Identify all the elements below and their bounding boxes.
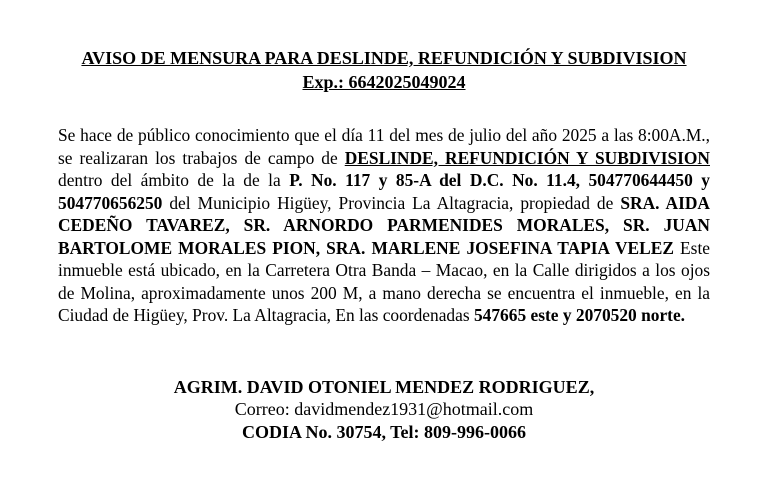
body-parcels: P. No. 117 y 85-A del D.C. No. 11.4, 504770644450 y 504770656250 bbox=[58, 170, 710, 213]
notice-title: AVISO DE MENSURA PARA DESLINDE, REFUNDICIÓN Y SUBDIVISION bbox=[81, 48, 687, 68]
expediente-number: Exp.: 6642025049024 bbox=[302, 72, 466, 92]
body-coordinates: 547665 este y 2070520 norte. bbox=[473, 305, 686, 325]
surveyor-email: Correo: davidmendez1931@hotmail.com bbox=[234, 399, 534, 419]
body-text-intro: Se hace de público conocimiento que el día 11 del mes de julio del año 2025 a las 8:00A.M., se realizaran los trabajos de campo de bbox=[58, 125, 710, 168]
body-works-type: DESLINDE, REFUNDICIÓN Y SUBDIVISION bbox=[344, 147, 710, 168]
body-owners: SRA. AIDA CEDEÑO TAVAREZ, SR. ARNORDO PARMENIDES MORALES, SR. JUAN BARTOLOME MORALES PION, SRA. MARLENE JOSEFINA TAPIA VELEZ bbox=[58, 192, 710, 258]
surveyor-codia: CODIA No. 30754, Tel: 809-996-0066 bbox=[241, 422, 526, 442]
notice-body bbox=[58, 124, 710, 327]
body-text-scope: dentro del ámbito de la de la bbox=[58, 170, 290, 190]
body-text-location: Este inmueble está ubicado, en la Carretera Otra Banda – Macao, en la Calle dirigidos a los ojos de Molina, aproximadamente unos 200 M, a mano derecha se encuentra el inmueble, en la Ciudad de Higüey, Prov. La Altagracia, En las coordenadas bbox=[58, 237, 711, 325]
surveyor-name: AGRIM. DAVID OTONIEL MENDEZ RODRIGUEZ, bbox=[173, 377, 595, 397]
body-text-municipality: del Municipio Higüey, Provincia La Altagracia, propiedad de bbox=[162, 192, 621, 213]
